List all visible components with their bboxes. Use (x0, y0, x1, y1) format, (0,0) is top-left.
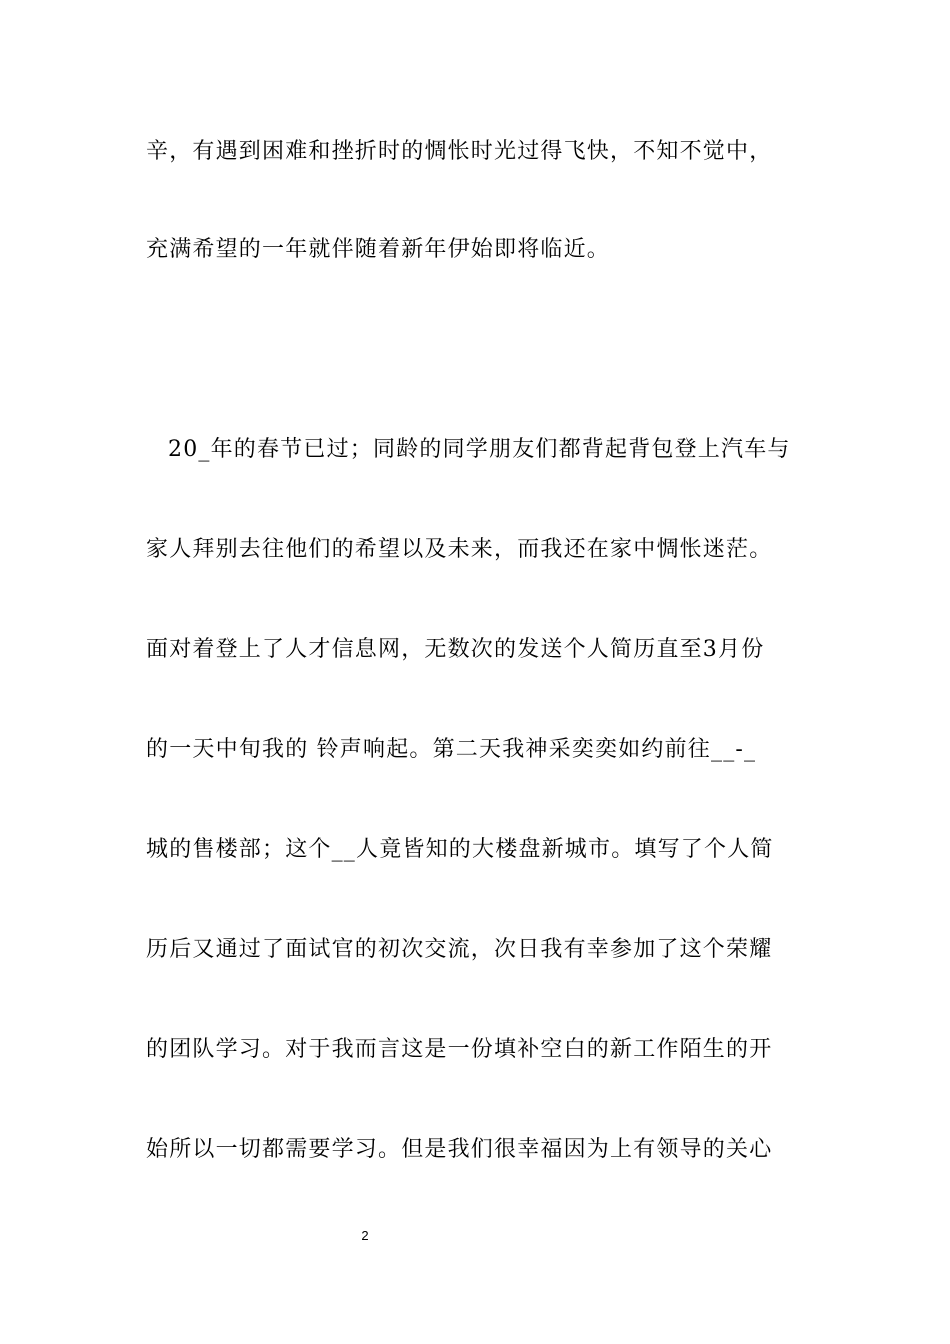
paragraph-2-line-3: 面对着登上了人才信息网，无数次的发送个人简历直至3月份 (146, 637, 765, 662)
paragraph-2-line-5: 城的售楼部；这个__人竟皆知的大楼盘新城市。填写了个人简 (146, 837, 774, 862)
paragraph-2-line-8: 始所以一切都需要学习。但是我们很幸福因为上有领导的关心 (146, 1137, 773, 1162)
page-number: 2 (361, 1228, 369, 1243)
paragraph-2-line-2: 家人拜别去往他们的希望以及未来，而我还在家中惆怅迷茫。 (146, 537, 773, 562)
paragraph-2-line-6: 历后又通过了面试官的初次交流，次日我有幸参加了这个荣耀 (146, 937, 773, 962)
paragraph-1-line-2: 充满希望的一年就伴随着新年伊始即将临近。 (146, 237, 611, 262)
paragraph-2-line-7: 的团队学习。对于我而言这是一份填补空白的新工作陌生的开 (146, 1037, 773, 1062)
paragraph-2-line-4: 的一天中旬我的 铃声响起。第二天我神采奕奕如约前往__-_ (146, 737, 757, 762)
paragraph-2-line-1: 20_年的春节已过；同龄的同学朋友们都背起背包登上汽车与 (168, 437, 791, 462)
paragraph-1-line-1: 辛，有遇到困难和挫折时的惆怅时光过得飞快，不知不觉中， (146, 139, 773, 164)
